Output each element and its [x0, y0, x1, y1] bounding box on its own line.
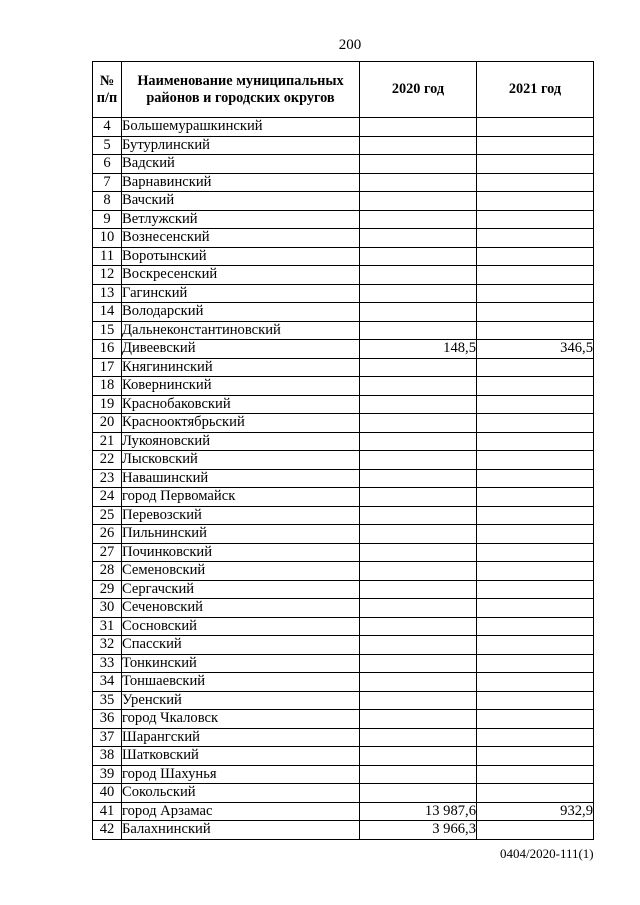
row-number-cell: 42	[93, 821, 122, 840]
municipality-name-cell: Сокольский	[122, 784, 360, 803]
value-2021-cell	[477, 488, 594, 507]
value-2020-cell	[360, 543, 477, 562]
municipality-name-cell: Ветлужский	[122, 210, 360, 229]
municipality-name-cell: Пильнинский	[122, 525, 360, 544]
value-2020-cell	[360, 358, 477, 377]
document-code: 0404/2020-111(1)	[500, 846, 594, 861]
row-number-cell: 37	[93, 728, 122, 747]
municipality-name-cell: Сосновский	[122, 617, 360, 636]
value-2021-cell	[477, 414, 594, 433]
value-2021-cell	[477, 266, 594, 285]
municipality-name-cell: Бутурлинский	[122, 136, 360, 155]
value-2020-cell	[360, 691, 477, 710]
value-2020-cell	[360, 617, 477, 636]
row-number-cell: 33	[93, 654, 122, 673]
table-row	[93, 247, 594, 266]
value-2020-cell	[360, 728, 477, 747]
municipality-name-cell: Краснобаковский	[122, 395, 360, 414]
municipality-name-cell: Сергачский	[122, 580, 360, 599]
value-2020-cell	[360, 284, 477, 303]
value-2020-cell	[360, 599, 477, 618]
municipality-name-cell: Починковский	[122, 543, 360, 562]
table-row	[93, 802, 594, 821]
municipality-name-cell: Семеновский	[122, 562, 360, 581]
value-2020-cell	[360, 673, 477, 692]
row-number-cell: 6	[93, 155, 122, 174]
row-number-cell: 14	[93, 303, 122, 322]
value-2020-cell	[360, 192, 477, 211]
value-2021-cell	[477, 173, 594, 192]
municipality-name-cell: Княгининский	[122, 358, 360, 377]
value-2020-cell	[360, 506, 477, 525]
row-number-cell: 11	[93, 247, 122, 266]
value-2020-cell	[360, 451, 477, 470]
table-row	[93, 432, 594, 451]
municipality-name-cell: Лысковский	[122, 451, 360, 470]
table-row	[93, 303, 594, 322]
table-row	[93, 580, 594, 599]
value-2021-cell	[477, 192, 594, 211]
row-number-cell: 4	[93, 118, 122, 137]
value-2021-cell	[477, 691, 594, 710]
municipality-name-cell: Воротынский	[122, 247, 360, 266]
municipality-name-cell: город Чкаловск	[122, 710, 360, 729]
row-number-cell: 18	[93, 377, 122, 396]
value-2020-cell	[360, 765, 477, 784]
row-number-cell: 31	[93, 617, 122, 636]
value-2020-cell	[360, 747, 477, 766]
value-2021-cell	[477, 543, 594, 562]
row-number-cell: 9	[93, 210, 122, 229]
municipality-name-cell: Спасский	[122, 636, 360, 655]
row-number-cell: 27	[93, 543, 122, 562]
table-row	[93, 469, 594, 488]
value-2020-cell	[360, 229, 477, 248]
value-2021-cell	[477, 469, 594, 488]
table-row	[93, 691, 594, 710]
value-2021-cell	[477, 136, 594, 155]
table-row	[93, 525, 594, 544]
header-row-number: № п/п	[93, 62, 122, 118]
municipality-name-cell: Дивеевский	[122, 340, 360, 359]
row-number-cell: 16	[93, 340, 122, 359]
value-2020-cell	[360, 432, 477, 451]
municipality-name-cell: Шарангский	[122, 728, 360, 747]
value-2021-cell	[477, 284, 594, 303]
municipality-name-cell: Тонкинский	[122, 654, 360, 673]
row-number-cell: 30	[93, 599, 122, 618]
municipality-name-cell: Вознесенский	[122, 229, 360, 248]
value-2020-cell	[360, 155, 477, 174]
row-number-cell: 5	[93, 136, 122, 155]
table-row	[93, 599, 594, 618]
row-number-cell: 23	[93, 469, 122, 488]
row-number-cell: 21	[93, 432, 122, 451]
table-row	[93, 654, 594, 673]
row-number-cell: 19	[93, 395, 122, 414]
value-2020-cell	[360, 580, 477, 599]
row-number-cell: 38	[93, 747, 122, 766]
row-number-cell: 29	[93, 580, 122, 599]
municipality-name-cell: Гагинский	[122, 284, 360, 303]
value-2021-cell	[477, 210, 594, 229]
row-number-cell: 40	[93, 784, 122, 803]
table-header-row	[93, 62, 594, 118]
table-row	[93, 358, 594, 377]
row-number-cell: 10	[93, 229, 122, 248]
value-2021-cell	[477, 525, 594, 544]
value-2020-cell	[360, 710, 477, 729]
value-2021-cell	[477, 395, 594, 414]
table-row	[93, 136, 594, 155]
value-2020-cell	[360, 118, 477, 137]
municipality-name-cell: Уренский	[122, 691, 360, 710]
value-2021-cell	[477, 321, 594, 340]
row-number-cell: 39	[93, 765, 122, 784]
municipality-name-cell: Перевозский	[122, 506, 360, 525]
table-row	[93, 284, 594, 303]
value-2021-cell	[477, 636, 594, 655]
table-row	[93, 395, 594, 414]
row-number-cell: 12	[93, 266, 122, 285]
table-row	[93, 747, 594, 766]
value-2020-cell	[360, 784, 477, 803]
municipality-name-cell: Варнавинский	[122, 173, 360, 192]
row-number-cell: 20	[93, 414, 122, 433]
value-2020-cell	[360, 469, 477, 488]
value-2021-cell	[477, 377, 594, 396]
municipality-name-cell: Балахнинский	[122, 821, 360, 840]
value-2021-cell	[477, 673, 594, 692]
table-row	[93, 673, 594, 692]
page-number: 200	[338, 37, 362, 53]
value-2021-cell	[477, 155, 594, 174]
value-2021-cell	[477, 747, 594, 766]
table-row	[93, 765, 594, 784]
table-row	[93, 562, 594, 581]
value-2021-cell	[477, 247, 594, 266]
table-body	[93, 118, 594, 840]
municipality-name-cell: город Первомайск	[122, 488, 360, 507]
value-2020-cell	[360, 210, 477, 229]
row-number-cell: 7	[93, 173, 122, 192]
table-row	[93, 543, 594, 562]
row-number-cell: 41	[93, 802, 122, 821]
table-row	[93, 414, 594, 433]
value-2020-cell: 13 987,6	[360, 802, 477, 821]
row-number-cell: 22	[93, 451, 122, 470]
municipality-name-cell: Тоншаевский	[122, 673, 360, 692]
table-row	[93, 192, 594, 211]
value-2021-cell	[477, 358, 594, 377]
value-2020-cell: 148,5	[360, 340, 477, 359]
municipality-name-cell: Шатковский	[122, 747, 360, 766]
value-2021-cell	[477, 562, 594, 581]
value-2021-cell	[477, 118, 594, 137]
value-2021-cell	[477, 617, 594, 636]
municipality-name-cell: Вадский	[122, 155, 360, 174]
table-row	[93, 636, 594, 655]
municipality-name-cell: Краснооктябрьский	[122, 414, 360, 433]
table-row	[93, 728, 594, 747]
value-2020-cell	[360, 525, 477, 544]
value-2020-cell	[360, 136, 477, 155]
row-number-cell: 34	[93, 673, 122, 692]
row-number-cell: 24	[93, 488, 122, 507]
value-2021-cell	[477, 710, 594, 729]
value-2020-cell	[360, 266, 477, 285]
table-row	[93, 488, 594, 507]
table-row	[93, 451, 594, 470]
municipality-name-cell: Вачский	[122, 192, 360, 211]
value-2021-cell	[477, 821, 594, 840]
value-2021-cell	[477, 599, 594, 618]
header-year-2021: 2021 год	[477, 62, 594, 118]
municipality-name-cell: Дальнеконстантиновский	[122, 321, 360, 340]
value-2020-cell	[360, 562, 477, 581]
value-2021-cell	[477, 654, 594, 673]
table-row	[93, 118, 594, 137]
municipality-name-cell: Навашинский	[122, 469, 360, 488]
value-2020-cell	[360, 303, 477, 322]
value-2020-cell	[360, 654, 477, 673]
value-2021-cell: 346,5	[477, 340, 594, 359]
municipality-name-cell: Ковернинский	[122, 377, 360, 396]
municipality-name-cell: город Арзамас	[122, 802, 360, 821]
table-row	[93, 377, 594, 396]
table-row	[93, 506, 594, 525]
value-2020-cell	[360, 321, 477, 340]
value-2021-cell	[477, 580, 594, 599]
value-2021-cell	[477, 451, 594, 470]
value-2021-cell	[477, 765, 594, 784]
row-number-cell: 26	[93, 525, 122, 544]
row-number-cell: 28	[93, 562, 122, 581]
municipality-name-cell: Лукояновский	[122, 432, 360, 451]
value-2021-cell	[477, 784, 594, 803]
table-row	[93, 784, 594, 803]
table-row	[93, 617, 594, 636]
value-2021-cell	[477, 506, 594, 525]
value-2020-cell	[360, 395, 477, 414]
value-2020-cell	[360, 173, 477, 192]
municipality-name-cell: Воскресенский	[122, 266, 360, 285]
row-number-cell: 25	[93, 506, 122, 525]
value-2021-cell	[477, 229, 594, 248]
row-number-cell: 13	[93, 284, 122, 303]
row-number-cell: 36	[93, 710, 122, 729]
table-row	[93, 229, 594, 248]
municipality-name-cell: Володарский	[122, 303, 360, 322]
allocation-table	[92, 61, 594, 840]
value-2021-cell: 932,9	[477, 802, 594, 821]
table-row	[93, 710, 594, 729]
municipality-name-cell: Большемурашкинский	[122, 118, 360, 137]
value-2020-cell	[360, 377, 477, 396]
header-year-2020: 2020 год	[360, 62, 477, 118]
row-number-cell: 32	[93, 636, 122, 655]
value-2021-cell	[477, 728, 594, 747]
row-number-cell: 8	[93, 192, 122, 211]
value-2020-cell	[360, 414, 477, 433]
value-2020-cell: 3 966,3	[360, 821, 477, 840]
value-2020-cell	[360, 488, 477, 507]
row-number-cell: 17	[93, 358, 122, 377]
table-row	[93, 340, 594, 359]
table-row	[93, 821, 594, 840]
value-2021-cell	[477, 303, 594, 322]
row-number-cell: 35	[93, 691, 122, 710]
value-2020-cell	[360, 636, 477, 655]
municipality-name-cell: город Шахунья	[122, 765, 360, 784]
row-number-cell: 15	[93, 321, 122, 340]
header-municipality-name: Наименование муниципальных районов и городских округов	[122, 62, 360, 118]
table-row	[93, 173, 594, 192]
table-row	[93, 266, 594, 285]
value-2020-cell	[360, 247, 477, 266]
municipality-name-cell: Сеченовский	[122, 599, 360, 618]
value-2021-cell	[477, 432, 594, 451]
table-row	[93, 321, 594, 340]
table-row	[93, 210, 594, 229]
table-row	[93, 155, 594, 174]
